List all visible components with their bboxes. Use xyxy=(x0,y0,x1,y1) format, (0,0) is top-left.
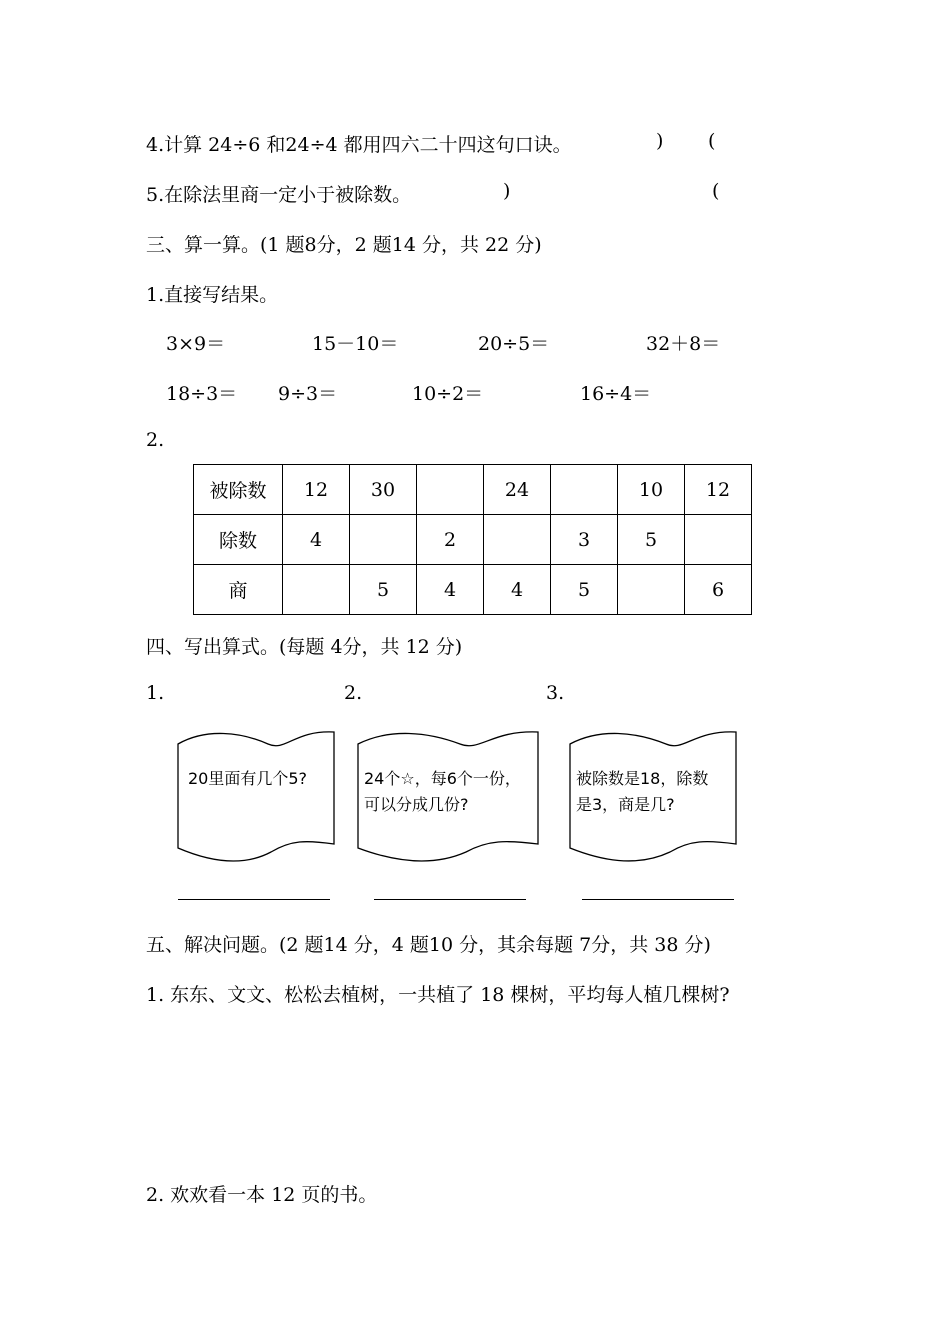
answer-line-1 xyxy=(178,899,330,900)
table-cell: 除数 xyxy=(194,515,283,565)
judge-q5-close-paren: ) xyxy=(503,180,511,202)
calc-item: 10÷2＝ xyxy=(412,383,484,405)
table-cell: 5 xyxy=(618,515,685,565)
calc-item: 32＋8＝ xyxy=(646,333,721,355)
table-cell: 商 xyxy=(194,565,283,615)
table-cell: 被除数 xyxy=(194,465,283,515)
table-cell: 5 xyxy=(551,565,618,615)
table-cell: 30 xyxy=(350,465,417,515)
scroll-text-2: 24个☆，每6个一份， 可以分成几份? xyxy=(364,769,521,814)
table-row xyxy=(194,465,752,515)
calc-item: 18÷3＝ xyxy=(166,383,238,405)
table-cell xyxy=(283,565,350,615)
calc-item: 3×9＝ xyxy=(166,333,226,355)
table-cell: 24 xyxy=(484,465,551,515)
judge-q4-open-paren: ( xyxy=(708,130,716,152)
scroll-card-1 xyxy=(176,728,336,864)
judge-question-5: 5.在除法里商一定小于被除数。 xyxy=(146,184,412,206)
scroll-text-1: 20里面有几个5? xyxy=(188,769,308,788)
section-3-title: 三、算一算。(1 题8分，2 题14 分，共 22 分) xyxy=(146,234,542,256)
table-cell xyxy=(618,565,685,615)
division-table xyxy=(193,464,752,615)
scroll-outline xyxy=(176,728,336,864)
section-5-title: 五、解决问题。(2 题14 分，4 题10 分，其余每题 7分，共 38 分) xyxy=(146,934,711,956)
table-cell xyxy=(551,465,618,515)
table-cell: 6 xyxy=(685,565,752,615)
answer-line-3 xyxy=(582,899,734,900)
section-3-q1-title: 1.直接写结果。 xyxy=(146,284,279,306)
section-3-q2-title: 2. xyxy=(146,429,165,451)
table-cell: 10 xyxy=(618,465,685,515)
table-cell: 4 xyxy=(484,565,551,615)
scroll-card-2 xyxy=(356,728,540,864)
calc-item: 15－10＝ xyxy=(312,333,399,355)
table-cell xyxy=(484,515,551,565)
answer-line-2 xyxy=(374,899,526,900)
table-cell: 5 xyxy=(350,565,417,615)
calc-item: 9÷3＝ xyxy=(278,383,338,405)
table-cell: 4 xyxy=(283,515,350,565)
table-cell: 12 xyxy=(685,465,752,515)
table-cell: 2 xyxy=(417,515,484,565)
table-cell: 4 xyxy=(417,565,484,615)
table-cell: 12 xyxy=(283,465,350,515)
calc-item: 16÷4＝ xyxy=(580,383,652,405)
table-row xyxy=(194,515,752,565)
table-cell xyxy=(350,515,417,565)
calc-item: 20÷5＝ xyxy=(478,333,550,355)
scroll-card-3 xyxy=(568,728,738,864)
table-cell xyxy=(417,465,484,515)
scroll-text-3: 被除数是18，除数 是3，商是几? xyxy=(576,769,709,814)
judge-question-4: 4.计算 24÷6 和24÷4 都用四六二十四这句口诀。 xyxy=(146,134,572,156)
table-cell xyxy=(685,515,752,565)
section-5-question-1: 1. 东东、文文、松松去植树，一共植了 18 棵树，平均每人植几棵树? xyxy=(146,984,730,1006)
judge-q4-close-paren: ) xyxy=(656,130,664,152)
table-cell: 3 xyxy=(551,515,618,565)
section-4-label-2: 2. xyxy=(344,682,363,704)
judge-q5-open-paren: ( xyxy=(712,180,720,202)
section-4-label-3: 3. xyxy=(546,682,565,704)
table-row xyxy=(194,565,752,615)
section-4-label-1: 1. xyxy=(146,682,165,704)
section-4-title: 四、写出算式。(每题 4分，共 12 分) xyxy=(146,636,463,658)
section-5-question-2: 2. 欢欢看一本 12 页的书。 xyxy=(146,1184,378,1206)
